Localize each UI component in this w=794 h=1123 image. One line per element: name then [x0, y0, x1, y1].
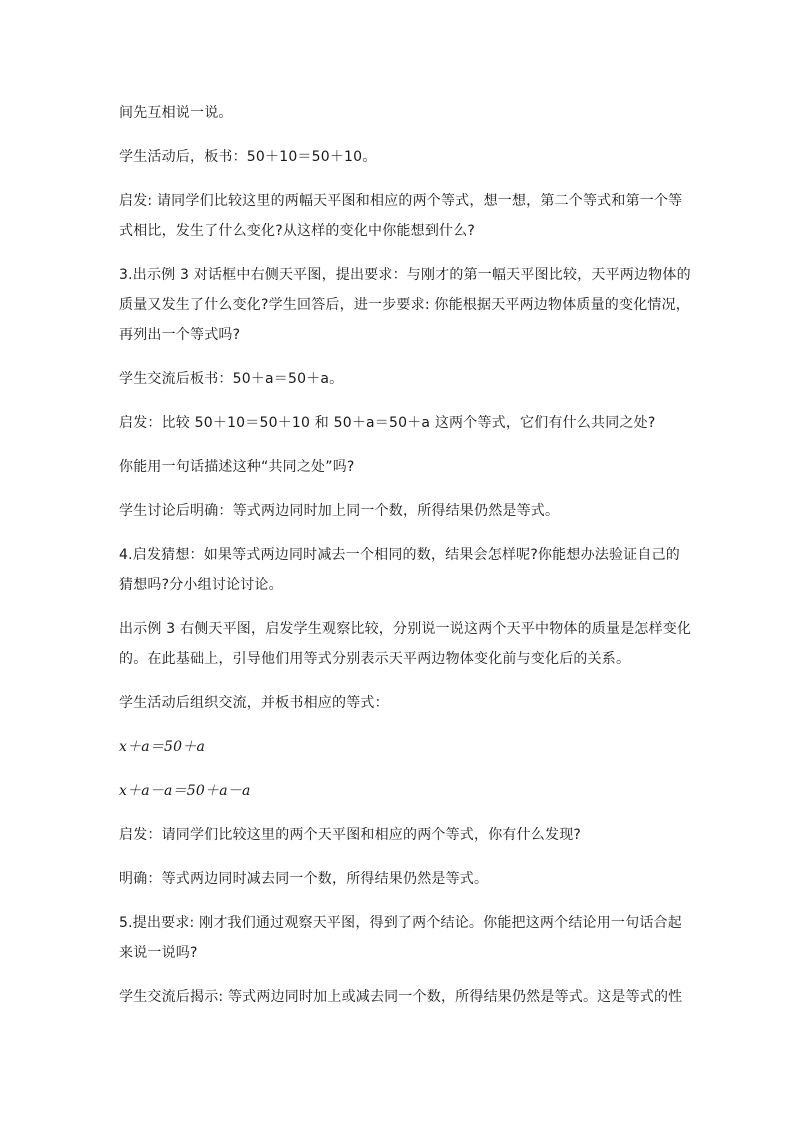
line: 间先互相说一说。 [119, 105, 233, 121]
line: 的。在此基础上，引导他们用等式分别表示天平两边物体变化前与变化后的关系。 [119, 651, 631, 667]
paragraph-10 [119, 614, 694, 674]
paragraph-3 [119, 186, 694, 246]
line: 来说一说吗? [119, 945, 198, 961]
paragraph-7 [119, 452, 694, 482]
paragraph-5 [119, 364, 694, 394]
paragraph-4 [119, 260, 694, 350]
paragraph-1 [119, 98, 694, 128]
line: 学生讨论后明确：等式两边同时加上同一个数，所得结果仍然是等式。 [119, 503, 560, 519]
line: x＋a－a＝50＋a－a [119, 783, 251, 799]
line: 学生交流后板书：50＋a＝50＋a。 [119, 371, 344, 387]
paragraph-17 [119, 982, 694, 1012]
line: 学生活动后组织交流，并板书相应的等式： [119, 695, 389, 711]
line: 猜想吗?分小组讨论讨论。 [119, 577, 283, 593]
paragraph-14 [119, 820, 694, 850]
paragraph-6 [119, 408, 694, 438]
paragraph-11 [119, 688, 694, 718]
line: 3.出示例 3 对话框中右侧天平图，提出要求：与刚才的第一幅天平图比较，天平两边物体的 [119, 267, 691, 283]
paragraph-15 [119, 864, 694, 894]
line: 质量又发生了什么变化?学生回答后，进一步要求: 你能根据天平两边物体质量的变化情况， [119, 297, 690, 313]
line: 4.启发猜想：如果等式两边同时减去一个相同的数，结果会怎样呢?你能想办法验证自己的 [119, 547, 680, 563]
line: 你能用一句话描述这种“共同之处”吗? [119, 459, 355, 475]
line: 5.提出要求: 刚才我们通过观察天平图，得到了两个结论。你能把这两个结论用一句话合起 [119, 915, 682, 931]
line: 式相比，发生了什么变化?从这样的变化中你能想到什么? [119, 223, 476, 239]
line: 学生活动后，板书：50＋10＝50＋10。 [119, 149, 377, 165]
line: 明确：等式两边同时减去同一个数，所得结果仍然是等式。 [119, 871, 489, 887]
equation-2 [119, 776, 694, 806]
equation-1 [119, 732, 694, 762]
line: 再列出一个等式吗? [119, 327, 241, 343]
line: 启发：请同学们比较这里的两个天平图和相应的两个等式，你有什么发现? [119, 827, 582, 843]
paragraph-16 [119, 908, 694, 968]
paragraph-9 [119, 540, 694, 600]
line: x＋a＝50＋a [119, 739, 206, 755]
line: 启发: 请同学们比较这里的两幅天平图和相应的两个等式，想一想，第二个等式和第一个等 [119, 193, 683, 209]
line: 学生交流后揭示: 等式两边同时加上或减去同一个数，所得结果仍然是等式。这是等式的性 [119, 989, 683, 1005]
paragraph-2 [119, 142, 694, 172]
line: 启发：比较 50＋10＝50＋10 和 50＋a＝50＋a 这两个等式，它们有什么共同之处? [119, 415, 656, 431]
paragraph-8 [119, 496, 694, 526]
line: 出示例 3 右侧天平图，启发学生观察比较，分别说一说这两个天平中物体的质量是怎样变化 [119, 621, 692, 637]
